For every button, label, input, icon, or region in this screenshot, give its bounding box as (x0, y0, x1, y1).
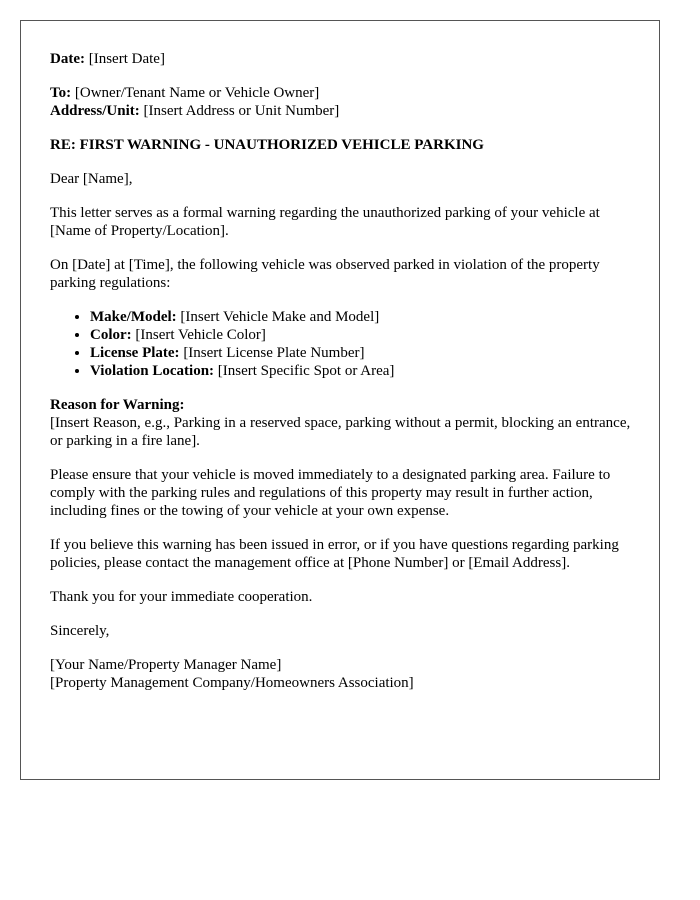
reason-value: [Insert Reason, e.g., Parking in a reserved space, parking without a permit, blocking an entrance, or parking in a fire lane]. (50, 415, 631, 449)
date-line (50, 50, 640, 68)
signature-org: [Property Management Company/Homeowners Association] (50, 675, 414, 691)
list-item (90, 362, 640, 380)
address-value: [Insert Address or Unit Number] (143, 103, 340, 119)
closing: Sincerely, (50, 623, 110, 639)
address-label: Address/Unit: (50, 103, 140, 119)
license-plate-value: [Insert License Plate Number] (183, 345, 365, 361)
date-label: Date: (50, 51, 85, 67)
make-model-value: [Insert Vehicle Make and Model] (180, 309, 380, 325)
list-item (90, 326, 640, 344)
signature-block (50, 656, 640, 692)
observation-paragraph: On [Date] at [Time], the following vehicle was observed parked in violation of the property parking regulations: (50, 257, 600, 291)
letter-body (50, 50, 640, 708)
contact-paragraph: If you believe this warning has been issued in error, or if you have questions regarding parking policies, please contact the management office at [Phone Number] or [Email Address]. (50, 537, 619, 571)
list-item (90, 344, 640, 362)
letter-page (20, 20, 660, 780)
subject-line (50, 136, 640, 154)
make-model-label: Make/Model: (90, 309, 177, 325)
to-value: [Owner/Tenant Name or Vehicle Owner] (74, 85, 320, 101)
reason-label: Reason for Warning: (50, 397, 185, 413)
to-label: To: (50, 85, 72, 101)
salutation: Dear [Name], (50, 171, 133, 187)
subject-text: RE: FIRST WARNING - UNAUTHORIZED VEHICLE PARKING (50, 137, 484, 153)
color-value: [Insert Vehicle Color] (135, 327, 266, 343)
action-paragraph: Please ensure that your vehicle is moved immediately to a designated parking area. Failure to comply with the parking rules and regulations of this property may result in further action, including fines or the towing of your vehicle at your own expense. (50, 467, 611, 519)
violation-location-value: [Insert Specific Spot or Area] (217, 363, 395, 379)
violation-location-label: Violation Location: (90, 363, 215, 379)
thanks-paragraph: Thank you for your immediate cooperation. (50, 589, 313, 605)
intro-paragraph: This letter serves as a formal warning regarding the unauthorized parking of your vehicle at [Name of Property/Location]. (50, 205, 600, 239)
license-plate-label: License Plate: (90, 345, 180, 361)
signature-name: [Your Name/Property Manager Name] (50, 657, 282, 673)
list-item (90, 308, 640, 326)
recipient-block (50, 84, 640, 120)
vehicle-details-list (50, 308, 640, 380)
color-label: Color: (90, 327, 132, 343)
reason-block (50, 396, 640, 450)
date-value: [Insert Date] (88, 51, 165, 67)
